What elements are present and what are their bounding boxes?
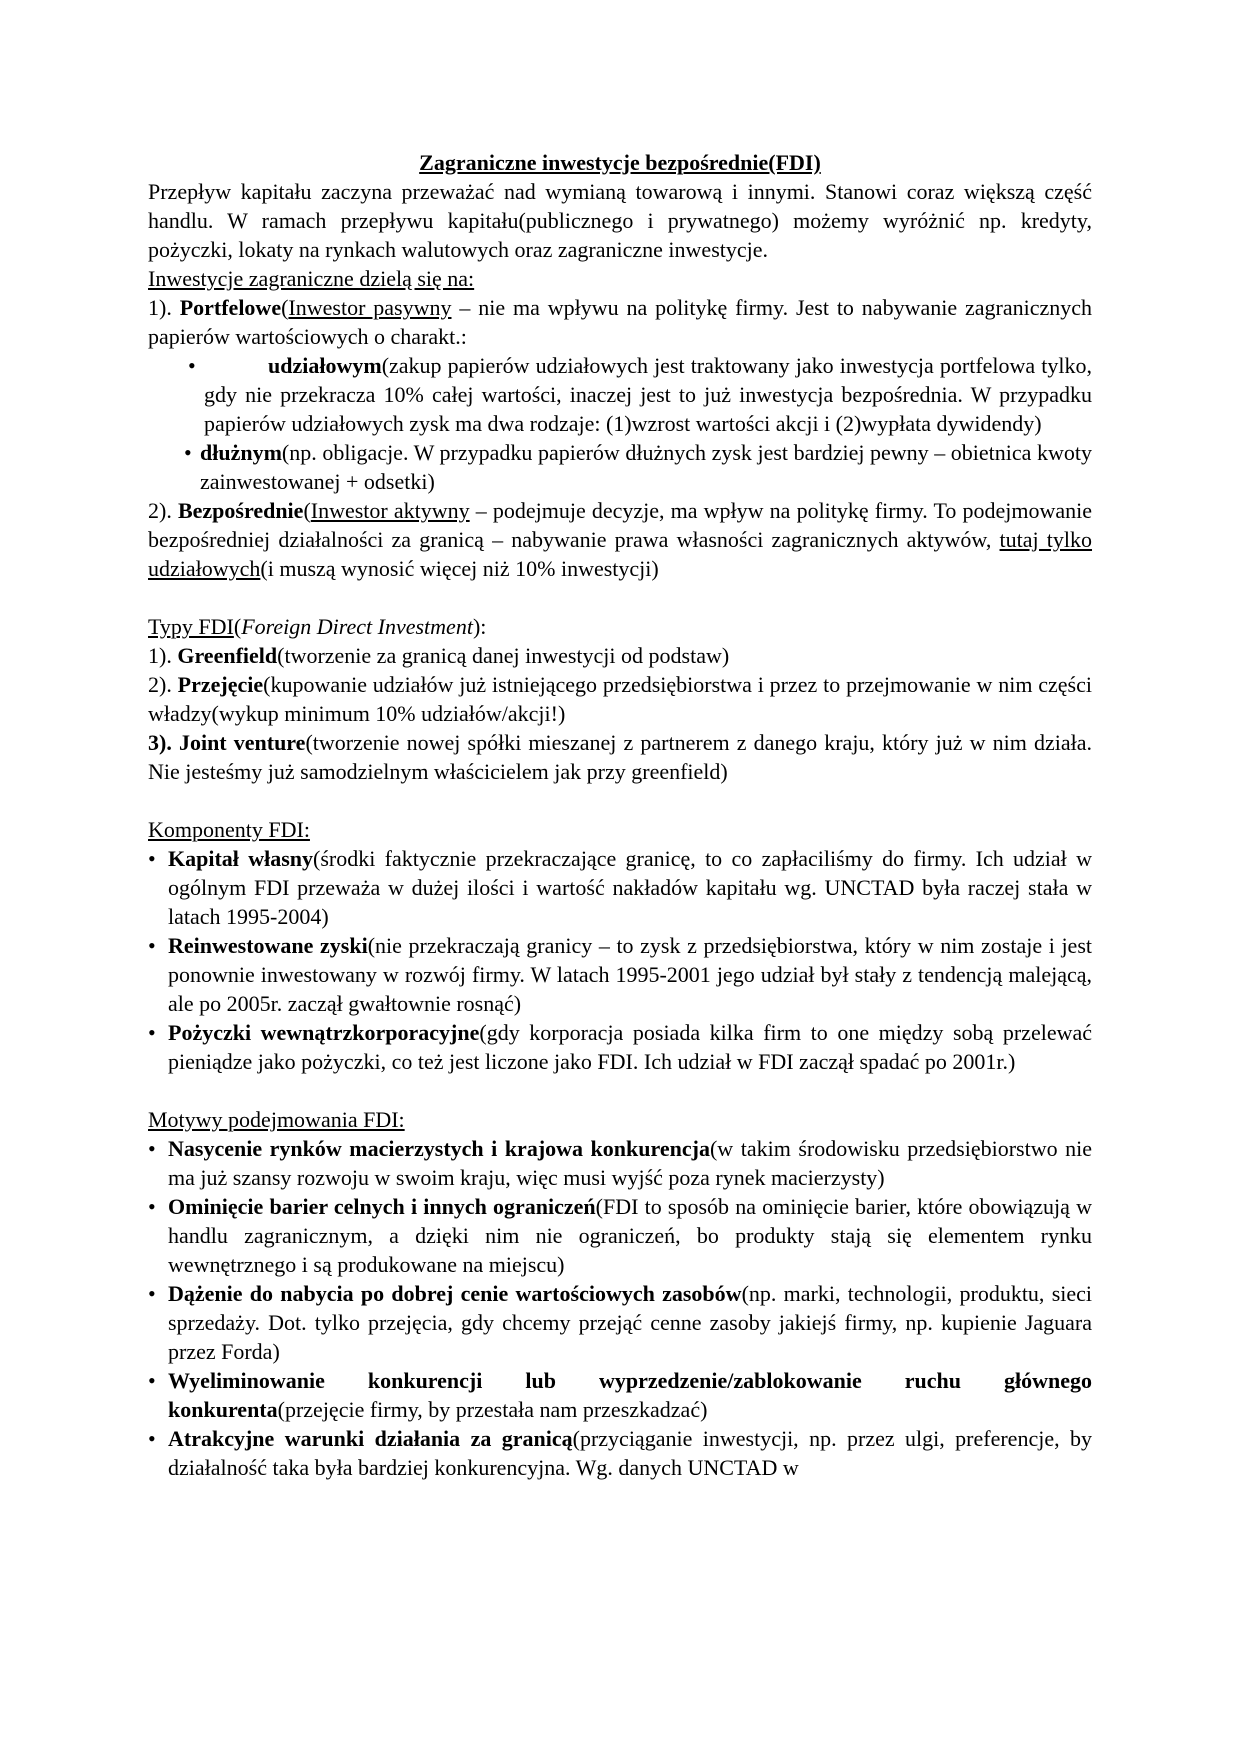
bullet-icon: •	[148, 1194, 156, 1219]
list-item: • Atrakcyjne warunki działania za granicą(przyciąganie inwestycji, np. przez ulgi, preferencje, by działalność taka była bardziej konkurencyjna. Wg. danych UNCTAD w	[148, 1426, 1092, 1480]
list-item: • Pożyczki wewnątrzkorporacyjne(gdy korporacja posiada kilka firm to one między sobą przelewać pieniądze jako pożyczki, co też jest liczone jako FDI. Ich udział w FDI zaczął spadać po 2001r.)	[148, 1020, 1092, 1074]
list-item: • Kapitał własny(środki faktycznie przekraczające granicę, to co zapłaciliśmy do firmy. Ich udział w ogólnym FDI przeważa w dużej ilości i wartość nakładów kapitału wg. UNCTAD była raczej stała w latach 1995-2004)	[148, 846, 1092, 929]
intro-paragraph: Przepływ kapitału zaczyna przeważać nad wymianą towarową i innymi. Stanowi coraz większą część handlu. W ramach przepływu kapitału(publicznego i prywatnego) możemy wyróżnić np. kredyty, pożyczki, lokaty na rynkach walutowych oraz zagraniczne inwestycje.	[148, 179, 1092, 262]
portfolio-label: Portfelowe	[179, 295, 282, 320]
document-title: Zagraniczne inwestycje bezpośrednie(FDI)	[419, 150, 821, 175]
components-list	[148, 844, 1092, 1076]
bullet-icon: •	[148, 1368, 156, 1393]
motives-heading: Motywy podejmowania FDI:	[148, 1107, 405, 1132]
direct-label: Bezpośrednie	[177, 498, 304, 523]
fdi-types-heading: Typy FDI(Foreign Direct Investment):	[148, 614, 487, 639]
bullet-icon: •	[148, 933, 156, 958]
passive-investor: Inwestor pasywny	[288, 295, 452, 320]
portfolio-list	[148, 351, 1092, 496]
active-investor: Inwestor aktywny	[310, 498, 470, 523]
list-item: • Nasycenie rynków macierzystych i krajowa konkurencja(w takim środowisku przedsiębiorstwo nie ma już szansy rozwoju w swoim kraju, więc musi wyjść poza rynek macierzysty)	[148, 1136, 1093, 1190]
bullet-icon: •	[188, 353, 196, 378]
bullet-icon: •	[148, 1020, 156, 1045]
list-item: • Reinwestowane zyski(nie przekraczają granicy – to zysk z przedsiębiorstwa, który w nim zostaje i jest ponownie inwestowany w rozwój firmy. W latach 1995-2001 jego udział był stały z tendencją malejącą, ale po 2005r. zaczął gwałtownie rosnąć)	[148, 933, 1092, 1016]
shares-only: tutaj tylko udziałowych	[148, 527, 1093, 581]
components-heading: Komponenty FDI:	[148, 817, 310, 842]
bullet-icon: •	[148, 1426, 156, 1451]
fdi-type-greenfield: 1). Greenfield(tworzenie za granicą danej inwestycji od podstaw)	[148, 643, 730, 668]
bullet-icon: •	[148, 1136, 156, 1161]
document-body	[148, 148, 1092, 1482]
list-item: • Ominięcie barier celnych i innych ograniczeń(FDI to sposób na ominięcie barier, które obowiązują w handlu zagranicznym, a dzięki nim nie ograniczeń, bo produkty stają się elementem rynku wewnętrznego i są produkowane na miejscu)	[148, 1194, 1092, 1277]
fdi-type-joint-venture: 3). Joint venture(tworzenie nowej spółki mieszanej z partnerem z danego kraju, który już w nim działa. Nie jesteśmy już samodzielnym właścicielem jak przy greenfield)	[148, 730, 1092, 784]
list-item: • Dążenie do nabycia po dobrej cenie wartościowych zasobów(np. marki, technologii, produktu, sieci sprzedaży. Dot. tylko przejęcia, gdy chcemy przejąć cenne zasoby jakiejś firmy, np. kupienie Jaguara przez Forda)	[148, 1281, 1093, 1364]
motives-list	[148, 1134, 1092, 1482]
bullet-icon: •	[148, 846, 156, 871]
direct-paragraph: 2). Bezpośrednie(Inwestor aktywny – podejmuje decyzje, ma wpływ na politykę firmy. To podejmowanie bezpośredniej działalności za granicą – nabywanie prawa własności zagranicznych aktywów, tutaj tylko udziałowych(i muszą wynosić więcej niż 10% inwestycji)	[148, 498, 1093, 581]
list-item: • dłużnym(np. obligacje. W przypadku papierów dłużnych zysk jest bardziej pewny – obietnica kwoty zainwestowanej + odsetki)	[184, 440, 1092, 494]
portfolio-paragraph: 1). Portfelowe(Inwestor pasywny – nie ma wpływu na politykę firmy. Jest to nabywanie zagranicznych papierów wartościowych o charakt.:	[148, 295, 1093, 349]
fdi-type-takeover: 2). Przejęcie(kupowanie udziałów już istniejącego przedsiębiorstwa i przez to przejmowanie w nim części władzy(wykup minimum 10% udziałów/akcji!)	[148, 672, 1092, 726]
investment-types-heading: Inwestycje zagraniczne dzielą się na:	[148, 266, 475, 291]
list-item: • Wyeliminowanie konkurencji lub wyprzedzenie/zablokowanie ruchu głównego konkurenta(przejęcie firmy, by przestała nam przeszkadzać)	[148, 1368, 1092, 1422]
list-item: • udziałowym(zakup papierów udziałowych jest traktowany jako inwestycja portfelowa tylko, gdy nie przekracza 10% całej wartości, inaczej jest to już inwestycja bezpośrednia. W przypadku papierów udziałowych zysk ma dwa rodzaje: (1)wzrost wartości akcji i (2)wypłata dywidendy)	[188, 353, 1092, 436]
bullet-icon: •	[148, 1281, 156, 1306]
bullet-icon: •	[184, 440, 192, 465]
